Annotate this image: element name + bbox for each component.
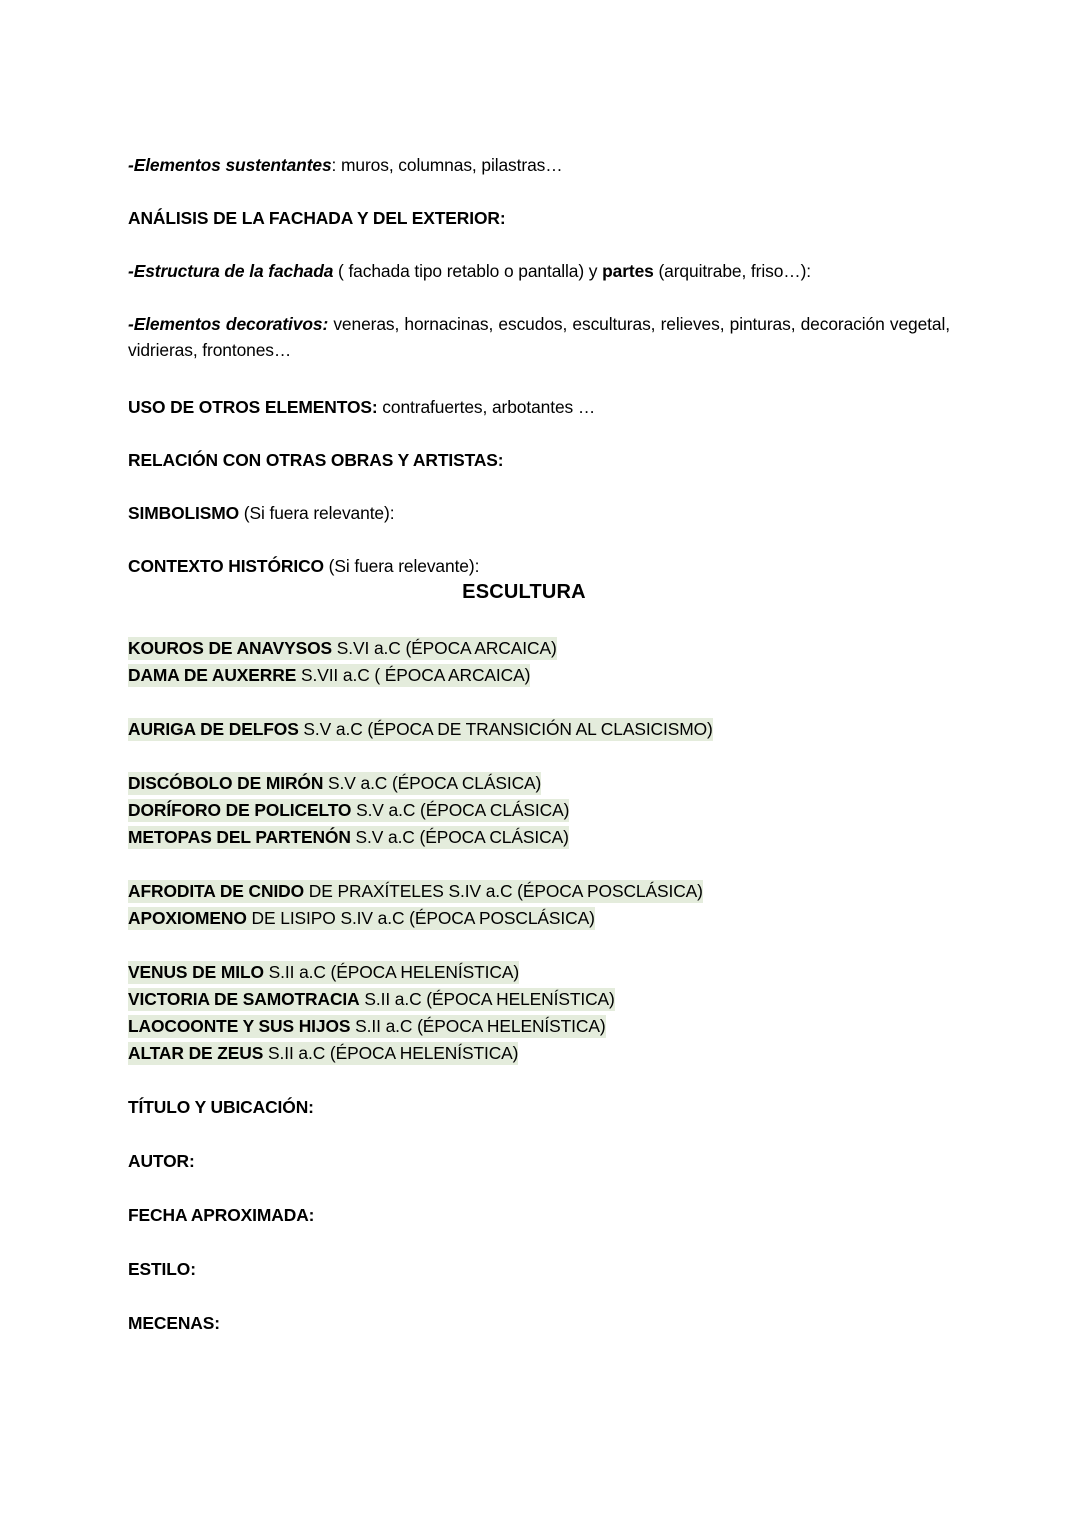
paragraph-contexto-historico bbox=[128, 553, 950, 579]
sculpture-title: APOXIOMENO bbox=[128, 908, 247, 928]
sculpture-meta: S.II a.C (ÉPOCA HELENÍSTICA) bbox=[350, 1016, 606, 1036]
sculpture-group-helenistica bbox=[128, 959, 950, 1067]
sculpture-entry bbox=[128, 959, 950, 986]
sculpture-title: VENUS DE MILO bbox=[128, 962, 264, 982]
sculpture-meta: DE PRAXÍTELES S.IV a.C (ÉPOCA POSCLÁSICA) bbox=[304, 881, 703, 901]
sculpture-title: METOPAS DEL PARTENÓN bbox=[128, 827, 351, 847]
sculpture-entry bbox=[128, 878, 950, 905]
sculpture-title: DISCÓBOLO DE MIRÓN bbox=[128, 773, 324, 793]
paragraph-elementos-decorativos bbox=[128, 311, 950, 363]
sculpture-meta: DE LISIPO S.IV a.C (ÉPOCA POSCLÁSICA) bbox=[246, 908, 595, 928]
paragraph-uso-otros-elementos bbox=[128, 394, 950, 420]
facade-analysis-section bbox=[128, 152, 950, 579]
sculpture-meta: S.VII a.C ( ÉPOCA ARCAICA) bbox=[296, 665, 531, 685]
sculpture-title: DORÍFORO DE POLICELTO bbox=[128, 800, 352, 820]
paragraph-lead: -Estructura de la fachada bbox=[128, 261, 334, 281]
sculpture-group-transicion bbox=[128, 716, 950, 743]
sculpture-entry bbox=[128, 986, 950, 1013]
sculpture-title: KOUROS DE ANAVYSOS bbox=[128, 638, 333, 658]
sculpture-entry bbox=[128, 770, 950, 797]
sculpture-group-posclasica bbox=[128, 878, 950, 932]
paragraph-mid: ( fachada tipo retablo o pantalla) y bbox=[333, 261, 603, 281]
paragraph-body: contrafuertes, arbotantes … bbox=[377, 397, 596, 417]
heading-text: ANÁLISIS DE LA FACHADA Y DEL EXTERIOR: bbox=[128, 208, 506, 228]
sculpture-entry bbox=[128, 1013, 950, 1040]
section-heading-escultura: ESCULTURA bbox=[462, 581, 586, 603]
field-label-fecha-aproximada: FECHA APROXIMADA: bbox=[128, 1205, 315, 1225]
sculpture-meta: S.V a.C (ÉPOCA CLÁSICA) bbox=[350, 827, 569, 847]
sculpture-title: DAMA DE AUXERRE bbox=[128, 665, 297, 685]
paragraph-body: : muros, columnas, pilastras… bbox=[331, 155, 563, 175]
heading-analisis-fachada bbox=[128, 205, 950, 231]
sculpture-entry bbox=[128, 797, 950, 824]
sculpture-meta: S.II a.C (ÉPOCA HELENÍSTICA) bbox=[263, 1043, 519, 1063]
paragraph-emphasis: partes bbox=[602, 261, 654, 281]
field-label-mecenas: MECENAS: bbox=[128, 1313, 220, 1333]
paragraph-body: (Si fuera relevante): bbox=[323, 556, 480, 576]
sculpture-group-arcaica bbox=[128, 635, 950, 689]
sculpture-title: VICTORIA DE SAMOTRACIA bbox=[128, 989, 360, 1009]
sculpture-title: LAOCOONTE Y SUS HIJOS bbox=[128, 1016, 351, 1036]
sculpture-list bbox=[128, 635, 950, 1067]
sculpture-title: AFRODITA DE CNIDO bbox=[128, 881, 305, 901]
sculpture-meta: S.V a.C (ÉPOCA CLÁSICA) bbox=[323, 773, 542, 793]
paragraph-body: (arquitrabe, friso…): bbox=[653, 261, 811, 281]
field-label-titulo-ubicacion: TÍTULO Y UBICACIÓN: bbox=[128, 1097, 314, 1117]
sculpture-entry bbox=[128, 824, 950, 851]
field-label-estilo: ESTILO: bbox=[128, 1259, 196, 1279]
document-content bbox=[128, 152, 950, 1336]
paragraph-lead: USO DE OTROS ELEMENTOS: bbox=[128, 397, 378, 417]
sculpture-meta: S.VI a.C (ÉPOCA ARCAICA) bbox=[332, 638, 557, 658]
sculpture-group-clasica bbox=[128, 770, 950, 851]
paragraph-estructura-fachada bbox=[128, 258, 950, 284]
paragraph-lead: -Elementos sustentantes bbox=[128, 155, 332, 175]
paragraph-lead: CONTEXTO HISTÓRICO bbox=[128, 556, 324, 576]
paragraph-body: (Si fuera relevante): bbox=[239, 503, 395, 523]
sculpture-entry bbox=[128, 716, 950, 743]
paragraph-lead: -Elementos decorativos: bbox=[128, 314, 329, 334]
paragraph-elementos-sustentantes bbox=[128, 152, 950, 178]
sculpture-title: ALTAR DE ZEUS bbox=[128, 1043, 264, 1063]
analysis-fields bbox=[128, 1094, 950, 1336]
paragraph-lead: SIMBOLISMO bbox=[128, 503, 240, 523]
sculpture-meta: S.II a.C (ÉPOCA HELENÍSTICA) bbox=[263, 962, 520, 982]
sculpture-entry bbox=[128, 1040, 950, 1067]
sculpture-meta: S.V a.C (ÉPOCA CLÁSICA) bbox=[351, 800, 570, 820]
sculpture-entry bbox=[128, 635, 950, 662]
heading-relacion-otras-obras bbox=[128, 447, 950, 473]
sculpture-meta: S.II a.C (ÉPOCA HELENÍSTICA) bbox=[359, 989, 615, 1009]
paragraph-simbolismo bbox=[128, 500, 950, 526]
sculpture-entry bbox=[128, 905, 950, 932]
paragraph-body: veneras, hornacinas, escudos, esculturas, relieves, pinturas, decoración vegetal, vidrieras, frontones… bbox=[128, 314, 950, 360]
field-label-autor: AUTOR: bbox=[128, 1151, 195, 1171]
sculpture-entry bbox=[128, 662, 950, 689]
sculpture-title: AURIGA DE DELFOS bbox=[128, 719, 299, 739]
heading-text: RELACIÓN CON OTRAS OBRAS Y ARTISTAS: bbox=[128, 450, 504, 470]
sculpture-meta: S.V a.C (ÉPOCA DE TRANSICIÓN AL CLASICISMO) bbox=[298, 719, 713, 739]
